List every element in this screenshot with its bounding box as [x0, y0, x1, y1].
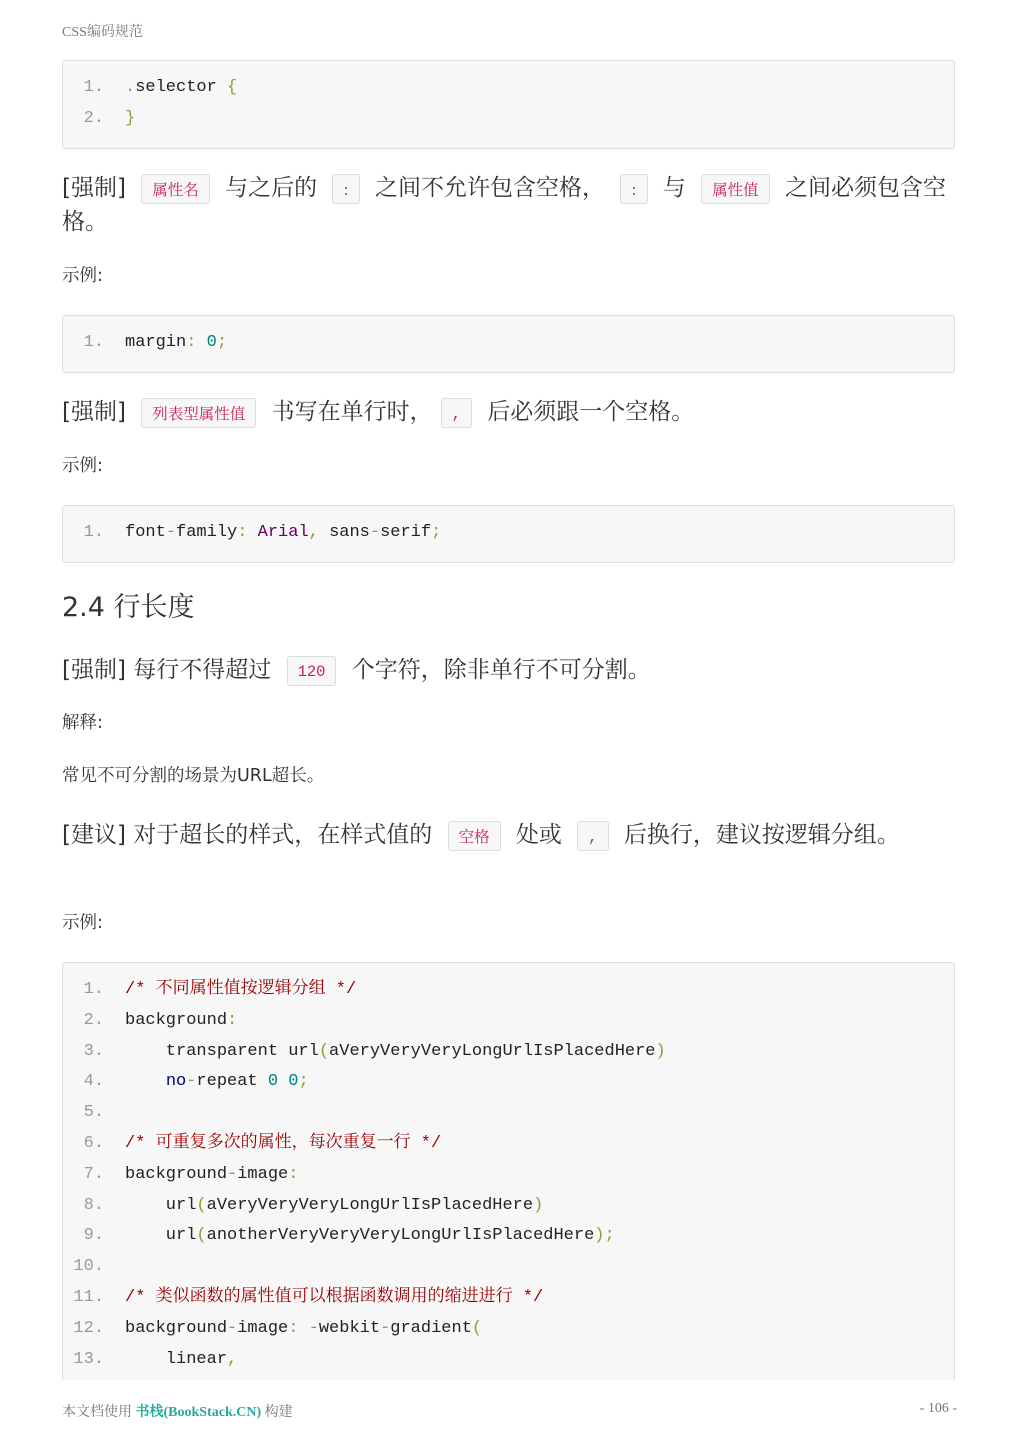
rule-text: [强制] — [62, 175, 134, 201]
code-text: background-image: -webkit-gradient( — [125, 1318, 483, 1338]
code-line — [63, 73, 954, 104]
line-number: 13. — [73, 1349, 104, 1369]
section-heading: 2.4 行长度 — [62, 592, 195, 623]
code-text: font-family: Arial, sans-serif; — [125, 523, 442, 542]
rule-text: [强制] 每行不得超过 — [62, 657, 279, 683]
line-number: 5. — [83, 1103, 104, 1123]
rule-text: 之间必须包含空格。 — [62, 175, 946, 235]
line-number: 7. — [83, 1164, 104, 1184]
code-text: .selector { — [125, 78, 238, 97]
line-number: 10. — [73, 1257, 104, 1277]
code-block-selector — [62, 60, 955, 149]
code-line — [63, 518, 954, 549]
example-label: 示例: — [62, 456, 103, 476]
inline-code-colon: : — [332, 174, 359, 204]
inline-code-max-chars: 120 — [287, 656, 337, 686]
line-number: 3. — [83, 1041, 104, 1061]
page-number: - 106 - — [919, 1401, 957, 1416]
rule-text: [建议] 对于超长的样式，在样式值的 — [62, 822, 440, 848]
code-line — [63, 1006, 954, 1037]
code-block-background — [62, 962, 955, 1380]
code-line — [63, 1129, 954, 1160]
code-line — [63, 1345, 954, 1376]
rule-text: 处或 — [508, 822, 570, 848]
code-line — [63, 328, 954, 359]
rule-text: 书写在单行时， — [264, 399, 433, 425]
code-block-font-family — [62, 505, 955, 563]
footer-prefix: 本文档使用 — [62, 1405, 136, 1420]
rule-text: 与 — [655, 175, 694, 201]
inline-code-property-name: 属性名 — [141, 174, 210, 204]
code-text: background-image: — [125, 1164, 299, 1184]
line-number: 6. — [83, 1133, 104, 1153]
line-number: 1. — [83, 980, 104, 999]
code-line — [63, 1252, 954, 1283]
line-number: 11. — [73, 1287, 104, 1307]
inline-code-comma: , — [577, 821, 608, 851]
line-number: 12. — [73, 1318, 104, 1338]
example-label: 示例: — [62, 266, 103, 286]
code-text: /* 可重复多次的属性，每次重复一行 */ — [125, 1133, 442, 1153]
code-text: margin: 0; — [125, 333, 228, 352]
code-line — [63, 1067, 954, 1098]
line-number: 1. — [83, 333, 104, 352]
code-text: transparent url(aVeryVeryVeryLongUrlIsPlacedHere) — [125, 1041, 666, 1061]
line-number: 9. — [83, 1226, 104, 1246]
line-number: 2. — [83, 108, 104, 128]
rule-text: 与之后的 — [217, 175, 325, 201]
code-line — [63, 1037, 954, 1068]
rule-text: 之间不允许包含空格， — [367, 175, 613, 201]
code-text: url(anotherVeryVeryVeryLongUrlIsPlacedHere); — [125, 1226, 615, 1246]
example-label: 示例: — [62, 913, 103, 933]
line-number: 2. — [83, 1010, 104, 1030]
line-number: 8. — [83, 1195, 104, 1215]
code-text: } — [125, 108, 136, 128]
footer-suffix: 构建 — [261, 1405, 293, 1420]
line-number: 1. — [83, 78, 104, 97]
rule-text: 个字符，除非单行不可分割。 — [344, 657, 651, 683]
explain-label: 解释: — [62, 713, 103, 733]
code-line — [63, 1221, 954, 1252]
rule-text: [强制] — [62, 399, 134, 425]
code-text: no-repeat 0 0; — [165, 1072, 309, 1092]
inline-code-list-value: 列表型属性值 — [141, 398, 256, 428]
code-line — [63, 1160, 954, 1191]
code-text: linear, — [125, 1349, 238, 1369]
code-line — [63, 1098, 954, 1129]
code-text: /* 不同属性值按逻辑分组 */ — [125, 980, 357, 999]
page-footer — [62, 1401, 957, 1421]
code-line — [63, 1283, 954, 1314]
inline-code-colon: : — [620, 174, 647, 204]
code-line — [63, 1191, 954, 1222]
code-block-margin — [62, 315, 955, 373]
rule-list-value-comma — [62, 395, 955, 429]
code-line — [63, 1314, 954, 1345]
inline-code-property-value: 属性值 — [701, 174, 770, 204]
inline-code-comma: , — [441, 398, 472, 428]
rule-property-colon-spacing — [62, 171, 955, 239]
explain-text: 常见不可分割的场景为URL超长。 — [62, 766, 325, 786]
rule-text: 后必须跟一个空格。 — [479, 399, 695, 425]
code-line — [63, 975, 954, 1006]
footer-brand-link[interactable]: 书栈(BookStack.CN) — [135, 1405, 262, 1420]
line-number: 1. — [83, 523, 104, 542]
inline-code-space: 空格 — [448, 821, 501, 851]
code-text: background: — [125, 1010, 238, 1030]
page-header: CSS编码规范 — [62, 25, 143, 40]
rule-long-style-wrap — [62, 818, 955, 852]
code-text: url(aVeryVeryVeryLongUrlIsPlacedHere) — [125, 1195, 544, 1215]
line-number: 4. — [83, 1072, 104, 1092]
rule-text: 后换行，建议按逻辑分组。 — [616, 822, 900, 848]
code-line — [63, 104, 954, 135]
rule-line-length — [62, 653, 955, 687]
code-text: /* 类似函数的属性值可以根据函数调用的缩进进行 */ — [125, 1287, 544, 1307]
